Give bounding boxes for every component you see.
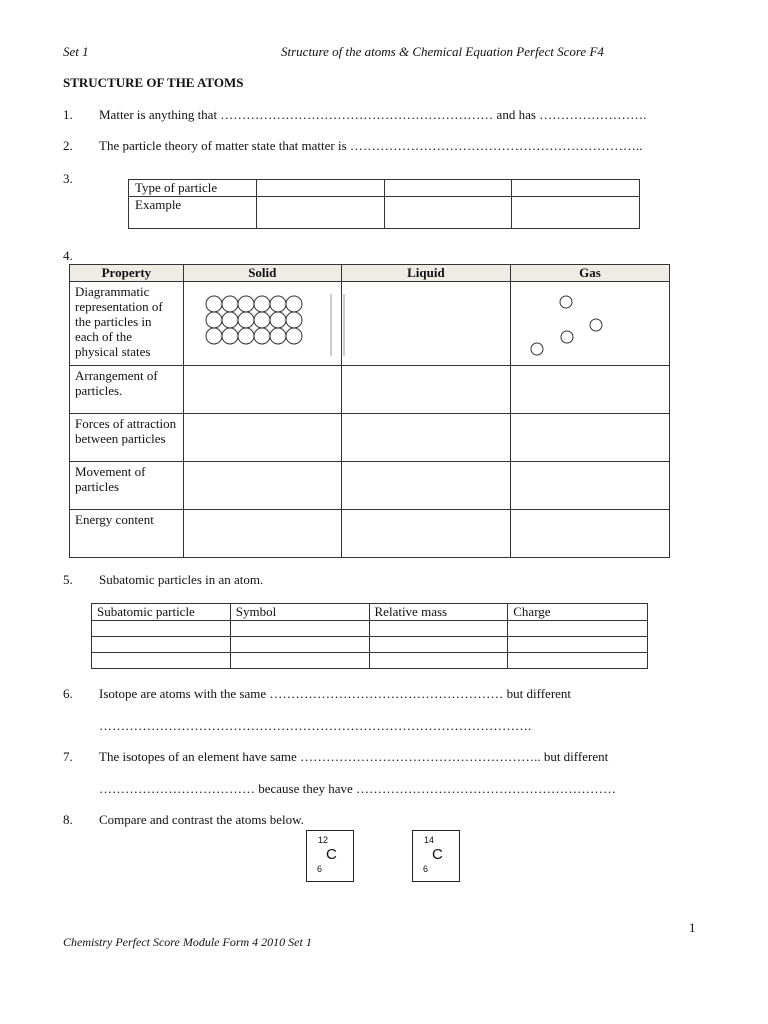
q6-number: 6. bbox=[63, 686, 73, 701]
carbon-14-isotope-box bbox=[412, 830, 460, 882]
carbon-12-isotope-box bbox=[306, 830, 354, 882]
answer-cell[interactable] bbox=[183, 366, 341, 414]
row-label: Diagrammatic representation of the particles in each of the physical states bbox=[70, 282, 184, 366]
column-header: Charge bbox=[508, 604, 648, 621]
column-header: Property bbox=[70, 265, 184, 282]
table-cell: Type of particle bbox=[129, 180, 257, 197]
answer-cell[interactable] bbox=[369, 637, 508, 653]
answer-cell[interactable] bbox=[341, 510, 510, 558]
row-label: Movement of particles bbox=[70, 462, 184, 510]
answer-cell[interactable] bbox=[230, 637, 369, 653]
column-header: Solid bbox=[183, 265, 341, 282]
column-header: Subatomic particle bbox=[92, 604, 231, 621]
q4-number: 4. bbox=[63, 248, 73, 263]
answer-cell[interactable] bbox=[230, 621, 369, 637]
answer-cell[interactable] bbox=[183, 510, 341, 558]
answer-cell[interactable] bbox=[230, 653, 369, 669]
answer-cell[interactable] bbox=[341, 414, 510, 462]
answer-cell[interactable] bbox=[508, 621, 648, 637]
answer-cell[interactable] bbox=[92, 637, 231, 653]
proton-number: 6 bbox=[317, 864, 323, 874]
mass-number: 14 bbox=[424, 835, 435, 845]
states-of-matter-table bbox=[69, 264, 670, 558]
element-symbol: C bbox=[432, 846, 443, 863]
q2-number: 2. bbox=[63, 138, 73, 153]
solid-diagram-cell bbox=[183, 282, 341, 366]
column-header: Relative mass bbox=[369, 604, 508, 621]
particle-type-table bbox=[128, 179, 640, 229]
q5-number: 5. bbox=[63, 572, 73, 587]
header-set: Set 1 bbox=[63, 44, 89, 59]
proton-number: 6 bbox=[423, 864, 429, 874]
answer-cell[interactable] bbox=[369, 621, 508, 637]
answer-cell[interactable] bbox=[341, 462, 510, 510]
q1-number: 1. bbox=[63, 107, 73, 122]
element-symbol: C bbox=[326, 846, 337, 863]
q2-text: The particle theory of matter state that matter is ………………………………………………………….. bbox=[99, 138, 643, 153]
answer-cell[interactable] bbox=[256, 180, 384, 197]
liquid-diagram-cell[interactable] bbox=[341, 282, 510, 366]
table-cell: Example bbox=[129, 197, 257, 229]
q5-text: Subatomic particles in an atom. bbox=[99, 572, 264, 587]
column-header: Liquid bbox=[341, 265, 510, 282]
header-module-title: Structure of the atoms & Chemical Equation Perfect Score F4 bbox=[281, 44, 604, 59]
column-header: Symbol bbox=[230, 604, 369, 621]
liquid-divider-line bbox=[342, 282, 372, 362]
answer-cell[interactable] bbox=[92, 621, 231, 637]
q6-line2: ………………………………………………………………………………………. bbox=[99, 718, 532, 733]
answer-cell[interactable] bbox=[384, 180, 512, 197]
q7-number: 7. bbox=[63, 749, 73, 764]
answer-cell[interactable] bbox=[341, 366, 510, 414]
q7-line2: ……………………………… because they have …………………………………………………… bbox=[99, 781, 617, 796]
answer-cell[interactable] bbox=[510, 462, 669, 510]
mass-number: 12 bbox=[318, 835, 329, 845]
answer-cell[interactable] bbox=[508, 653, 648, 669]
answer-cell[interactable] bbox=[510, 366, 669, 414]
answer-cell[interactable] bbox=[510, 510, 669, 558]
page-number: 1 bbox=[689, 920, 696, 935]
row-label: Arrangement of particles. bbox=[70, 366, 184, 414]
answer-cell[interactable] bbox=[508, 637, 648, 653]
q6-line1: Isotope are atoms with the same ……………………………………………… but different bbox=[99, 686, 572, 701]
row-label: Energy content bbox=[70, 510, 184, 558]
answer-cell[interactable] bbox=[92, 653, 231, 669]
subatomic-particle-table bbox=[91, 603, 648, 669]
gas-particles-diagram bbox=[511, 282, 669, 362]
answer-cell[interactable] bbox=[510, 414, 669, 462]
section-title: STRUCTURE OF THE ATOMS bbox=[63, 75, 244, 90]
q1-text: Matter is anything that ……………………………………………………… and has ……………………. bbox=[99, 107, 647, 122]
answer-cell[interactable] bbox=[384, 197, 512, 229]
q3-number: 3. bbox=[63, 171, 73, 186]
answer-cell[interactable] bbox=[183, 414, 341, 462]
column-header: Gas bbox=[510, 265, 669, 282]
answer-cell[interactable] bbox=[369, 653, 508, 669]
answer-cell[interactable] bbox=[183, 462, 341, 510]
q7-line1: The isotopes of an element have same ……………………………………………….. but different bbox=[99, 749, 609, 764]
answer-cell[interactable] bbox=[512, 197, 640, 229]
answer-cell[interactable] bbox=[256, 197, 384, 229]
solid-particles-diagram bbox=[184, 282, 340, 362]
gas-diagram-cell bbox=[510, 282, 669, 366]
row-label: Forces of attraction between particles bbox=[70, 414, 184, 462]
q8-number: 8. bbox=[63, 812, 73, 827]
q8-text: Compare and contrast the atoms below. bbox=[99, 812, 304, 827]
answer-cell[interactable] bbox=[512, 180, 640, 197]
footer-text: Chemistry Perfect Score Module Form 4 2010 Set 1 bbox=[63, 935, 312, 949]
